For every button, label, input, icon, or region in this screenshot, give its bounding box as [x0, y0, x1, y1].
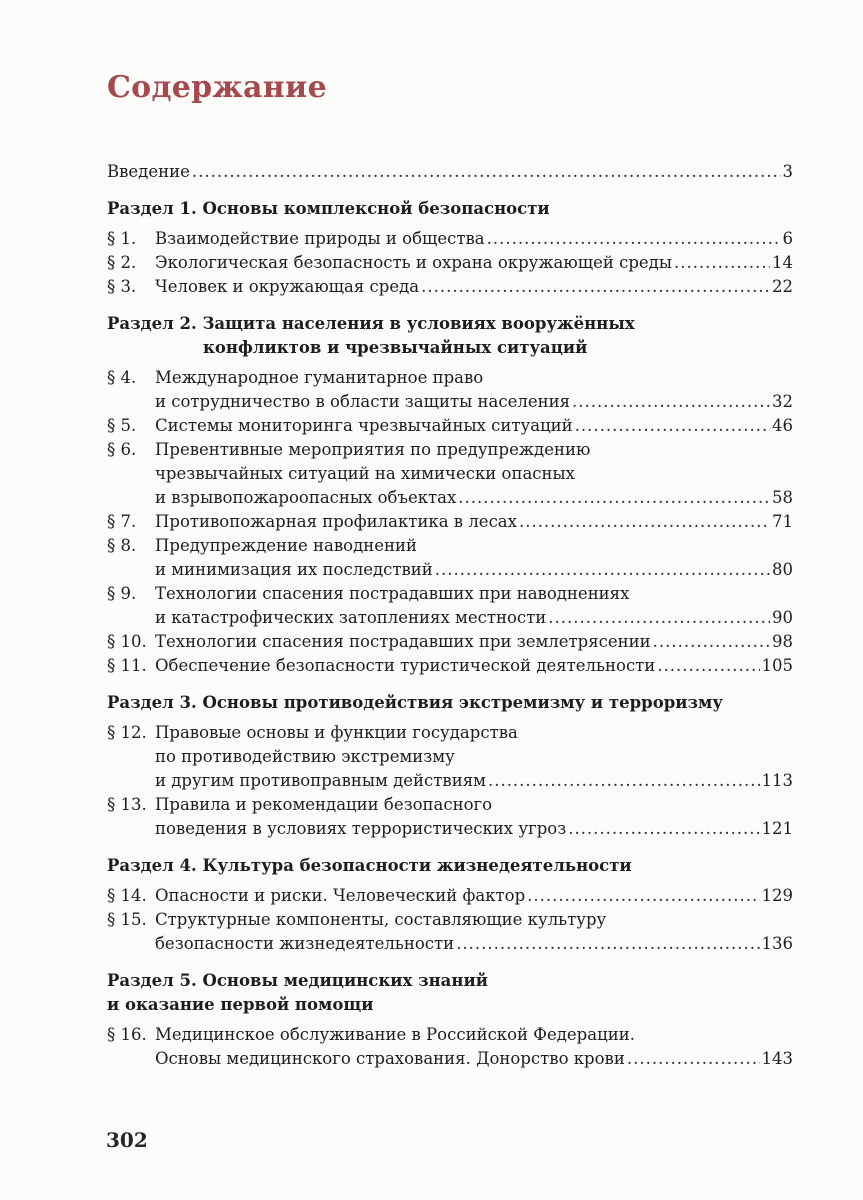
section-heading: Раздел 2. Защита населения в условиях вооружённых — [107, 314, 635, 333]
toc-entry-line — [107, 793, 793, 817]
toc-entry-label: Человек и окружающая среда — [155, 277, 420, 296]
paragraph-number: § 6. — [107, 440, 137, 459]
toc-entry-line — [107, 817, 793, 841]
toc-entry-label: Опасности и риски. Человеческий фактор — [155, 886, 526, 905]
toc-entry-line — [107, 932, 793, 956]
toc-page-number: 143 — [761, 1049, 793, 1068]
toc-entry-line — [107, 390, 793, 414]
page-title: Содержание — [107, 70, 327, 105]
toc-entry-line — [107, 769, 793, 793]
section-heading: Раздел 5. Основы медицинских знаний — [107, 971, 488, 990]
toc-entry-label: Медицинское обслуживание в Российской Федерации. — [155, 1025, 635, 1044]
dot-leader — [627, 1047, 760, 1071]
toc-entry-line — [107, 582, 793, 606]
section-heading: Раздел 3. Основы противодействия экстремизму и терроризму — [107, 693, 723, 712]
paragraph-number: § 8. — [107, 536, 137, 555]
toc-page-number: 6 — [782, 229, 793, 248]
toc-entry-label: и катастрофических затоплениях местности — [155, 608, 547, 627]
toc-entry-label: Основы медицинского страхования. Донорство крови — [155, 1049, 625, 1068]
toc-entry-line — [107, 908, 793, 932]
toc-page-number: 113 — [761, 771, 793, 790]
toc-entry-line — [107, 275, 793, 299]
dot-leader — [435, 558, 770, 582]
paragraph-number: § 14. — [107, 886, 147, 905]
toc-entry-label: и минимизация их последствий — [155, 560, 433, 579]
paragraph-number: § 12. — [107, 723, 147, 742]
toc-page-number: 98 — [772, 632, 793, 651]
toc-entry-line — [107, 534, 793, 558]
section-heading: Раздел 4. Культура безопасности жизнедеятельности — [107, 856, 632, 875]
section-spacer — [107, 841, 793, 854]
toc-entry-label: Международное гуманитарное право — [155, 368, 484, 387]
paragraph-number: § 13. — [107, 795, 147, 814]
toc-entry-label: Обеспечение безопасности туристической деятельности — [155, 656, 656, 675]
toc-page-number: 32 — [772, 392, 793, 411]
paragraph-number: § 3. — [107, 277, 137, 296]
paragraph-number: § 10. — [107, 632, 147, 651]
dot-leader — [575, 414, 770, 438]
toc-page-number: 14 — [772, 253, 793, 272]
dot-leader — [527, 884, 759, 908]
toc-page-number: 22 — [772, 277, 793, 296]
section-heading: конфликтов и чрезвычайных ситуаций — [203, 338, 588, 357]
toc-entry-line — [107, 630, 793, 654]
toc-page-number: 105 — [761, 656, 793, 675]
page-number: 302 — [106, 1128, 148, 1152]
toc-entry-line — [107, 745, 793, 769]
toc-entry-label: Превентивные мероприятия по предупреждению — [155, 440, 591, 459]
toc-entry-label: Противопожарная профилактика в лесах — [155, 512, 517, 531]
toc-entry-line — [107, 1023, 793, 1047]
toc-entry-intro — [107, 160, 793, 184]
toc-entry-label: Системы мониторинга чрезвычайных ситуаций — [155, 416, 573, 435]
section-spacer — [107, 299, 793, 312]
paragraph-number: § 9. — [107, 584, 137, 603]
section-heading: и оказание первой помощи — [107, 995, 374, 1014]
dot-leader — [653, 630, 770, 654]
toc-entry-line — [107, 366, 793, 390]
toc-entry-label: и сотрудничество в области защиты населения — [155, 392, 570, 411]
dot-leader — [487, 227, 781, 251]
section-spacer — [107, 956, 793, 969]
dot-leader — [657, 654, 759, 678]
toc-entry-label: безопасности жизнедеятельности — [155, 934, 455, 953]
paragraph-number: § 15. — [107, 910, 147, 929]
toc-entry-label: Правила и рекомендации безопасного — [155, 795, 493, 814]
paragraph-number: § 7. — [107, 512, 137, 531]
paragraph-number: § 4. — [107, 368, 137, 387]
toc-entry-label: и другим противоправным действиям — [155, 771, 486, 790]
paragraph-number: § 2. — [107, 253, 137, 272]
toc-page-number: 90 — [772, 608, 793, 627]
dot-leader — [456, 932, 759, 956]
toc-entry-line — [107, 654, 793, 678]
dot-leader — [548, 606, 770, 630]
toc-page-number: 46 — [772, 416, 793, 435]
toc-entry-line — [107, 721, 793, 745]
toc-entry-label: чрезвычайных ситуаций на химически опасных — [155, 464, 575, 483]
toc-page-number: 71 — [772, 512, 793, 531]
toc-entry-label: и взрывопожароопасных объектах — [155, 488, 457, 507]
toc-page-number: 121 — [761, 819, 793, 838]
toc-entry-line — [107, 227, 793, 251]
toc-entry-label: по противодействию экстремизму — [155, 747, 455, 766]
toc-page-number: 136 — [761, 934, 793, 953]
paragraph-number: § 5. — [107, 416, 137, 435]
toc-entry-label: Взаимодействие природы и общества — [155, 229, 485, 248]
toc-entry-line — [107, 486, 793, 510]
toc-entry-line — [107, 510, 793, 534]
toc-entry-label: Структурные компоненты, составляющие культуру — [155, 910, 607, 929]
toc-entry-label: Технологии спасения пострадавших при землетрясении — [155, 632, 651, 651]
toc-entry-line — [107, 414, 793, 438]
toc-entry-label: поведения в условиях террористических угроз — [155, 819, 567, 838]
dot-leader — [421, 275, 770, 299]
section-heading: Раздел 1. Основы комплексной безопасности — [107, 199, 550, 218]
paragraph-number: § 11. — [107, 656, 147, 675]
toc-entry-label: Предупреждение наводнений — [155, 536, 417, 555]
dot-leader — [519, 510, 770, 534]
dot-leader — [458, 486, 770, 510]
toc-page-number: 3 — [782, 162, 793, 181]
toc-entry-line — [107, 462, 793, 486]
toc-entry-line — [107, 438, 793, 462]
dot-leader — [572, 390, 770, 414]
toc-page-number: 129 — [761, 886, 793, 905]
toc-entry-label: Технологии спасения пострадавших при наводнениях — [155, 584, 630, 603]
dot-leader — [674, 251, 770, 275]
section-spacer — [107, 678, 793, 691]
toc-entry-label: Экологическая безопасность и охрана окружающей среды — [155, 253, 672, 272]
toc-entry-line — [107, 606, 793, 630]
toc-entry-line — [107, 1047, 793, 1071]
table-of-contents — [107, 160, 793, 1071]
paragraph-number: § 16. — [107, 1025, 147, 1044]
toc-page-number: 58 — [772, 488, 793, 507]
toc-entry-label: Введение — [107, 162, 190, 181]
toc-entry-line — [107, 251, 793, 275]
paragraph-number: § 1. — [107, 229, 137, 248]
toc-entry-line — [107, 884, 793, 908]
dot-leader — [192, 160, 781, 184]
toc-entry-label: Правовые основы и функции государства — [155, 723, 518, 742]
section-spacer — [107, 184, 793, 197]
dot-leader — [568, 817, 759, 841]
dot-leader — [488, 769, 760, 793]
toc-entry-line — [107, 558, 793, 582]
toc-page-number: 80 — [772, 560, 793, 579]
